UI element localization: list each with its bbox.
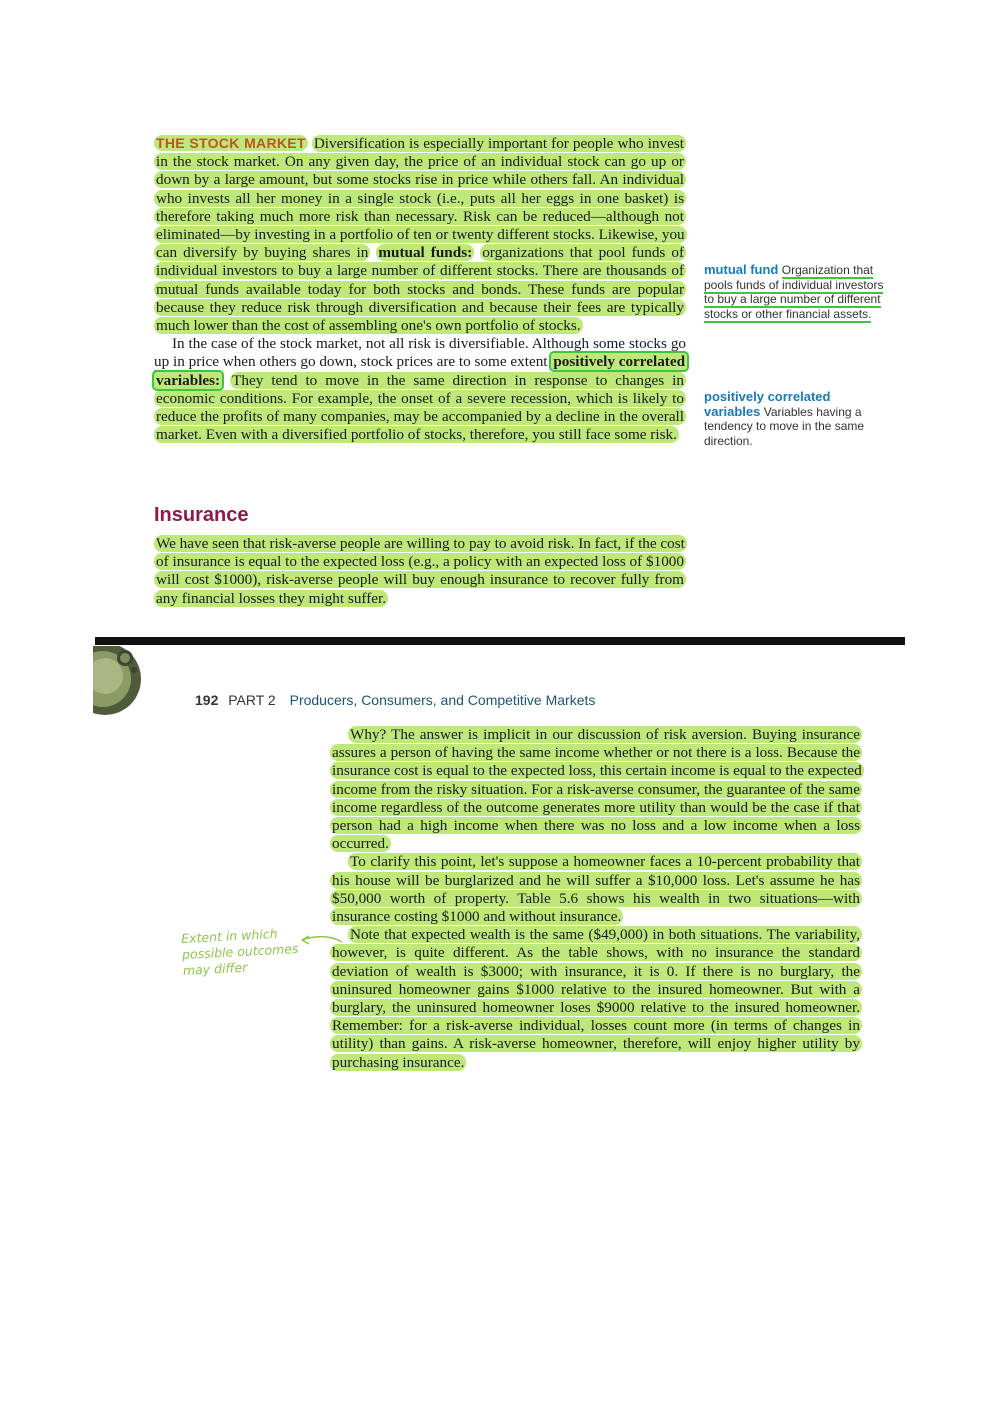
glossary-term: positively correlated variables [704,389,831,419]
glossary-term: mutual fund [704,262,779,277]
para-text: organizations that pool funds of individual investors to buy a large number of different stocks. There are thousands of mutual funds available today for both stocks and bonds. These funds are popular because they reduce risk through diversification and because their fees are typically much lower than the cost of assembling one's own portfolio of stocks. [156,244,685,335]
term-mutual-funds: mutual funds: [378,244,473,262]
para-text: We have seen that risk-averse people are willing to pay to avoid risk. In fact, if the cost of insurance is equal to the expected loss (e.g., a policy with an expected loss of $1000 will cost $1000), risk-averse people will buy enough insurance to recover fully from any financial losses they might suffer. [156,535,685,607]
insurance-heading: Insurance [154,504,249,526]
page-divider [95,637,905,645]
term-positively-correlated: positively correlated variables: [156,353,686,389]
page-number: 192 [195,692,219,708]
para-text: Note that expected wealth is the same ($49,000) in both situations. The variability, however, is quite different. As the table shows, with no insurance the standard deviation of wealth is $3000; with insurance, it is 0. If there is no burglary, the uninsured homeowner gains $1000 relative to the insured homeowner. But with a burglary, the uninsured homeowner loses $9000 relative to the insured homeowner. Remember: for a risk-averse individual, losses count more (in terms of changes in utility) than gains. A risk-averse homeowner, therefore, will enjoy higher utility by purchasing insurance. [332,926,860,1071]
section-title: Producers, Consumers, and Competitive Markets [289,692,596,708]
part-label: PART 2 [228,692,276,708]
para-text: Diversification is especially important for people who invest in the stock market. On any given day, the price of an individual stock can go up or down by a large amount, but some stocks rise in price while others fall. An individual who invests all her money in a single stock (i.e., puts all her eggs in one basket) is therefore taking much more risk than necessary. Risk can be reduced—although not eliminated—by investing in a portfolio of ten or twenty different stocks. Likewise, you can diversify by buying shares in [156,135,685,262]
insurance-text [154,535,686,608]
handwritten-note [181,925,300,979]
clarify-paragraph [330,853,862,926]
annotation-arrow-icon [298,930,344,950]
note-line: may differ [182,959,248,979]
runin-heading: THE STOCK MARKET [156,135,306,151]
upper-text-column [154,134,686,444]
decorative-disc-icon [93,646,143,716]
glossary-positively-correlated [704,390,884,448]
underlined-phrase: stocks go up in price [154,335,687,371]
glossary-definition: Organization that pools funds of individual investors to buy a large number of different stocks or other financial assets. [704,263,884,321]
para-text: when others go down, stock prices are to some extent [222,353,548,371]
para-text: To clarify this point, let's suppose a homeowner faces a 10-percent probability that his house will be burglarized and he will suffer a $10,000 loss. Let's assume he has $50,000 worth of property. Table 5.6 shows his wealth in two situations—with insurance costing $1000 and without insurance. [332,853,860,926]
why-paragraph [330,726,862,853]
stock-market-paragraph [154,134,686,335]
para-text: They tend to move in the same direction in response to changes in economic conditions. For example, the onset of a severe recession, which is likely to reduce the profits of many companies, may be accompanied by a decline in the overall market. Even with a diversified portfolio of stocks, therefore, you still face some risk. [156,371,684,444]
para-text: In the case of the stock market, not all risk is diversifiable. Although some [172,335,626,353]
note-line: possible outcomes [181,940,299,963]
note-line: Extent in which [180,926,278,947]
note-paragraph [330,926,862,1072]
diversifiable-paragraph [154,335,686,444]
page-folio [195,692,595,708]
lower-text-column [330,726,862,1072]
para-text: Why? The answer is implicit in our discussion of risk aversion. Buying insurance assures a person of having the same income whether or not there is a loss. Because the insurance cost is equal to the expected loss, this certain income is equal to the expected income from the risky situation. For a risk-averse consumer, the guarantee of the same income regardless of the outcome generates more utility than would be the case if that person had a high income when there was no loss and a low income when a loss occurred. [332,726,862,853]
glossary-definition: Variables having a tendency to move in the same direction. [704,404,865,448]
insurance-paragraph [154,535,686,608]
glossary-mutual-fund [704,263,894,321]
